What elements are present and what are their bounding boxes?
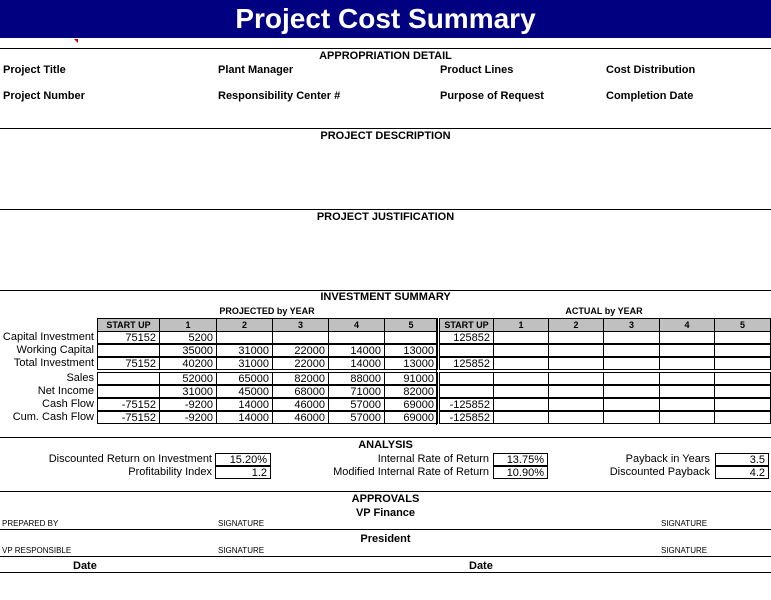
irr-value[interactable]: 13.75% — [493, 453, 548, 466]
actual-cell[interactable] — [493, 411, 549, 424]
responsibility-center-label: Responsibility Center # — [218, 90, 341, 102]
actual-cell[interactable] — [714, 398, 771, 411]
mirr-value[interactable]: 10.90% — [493, 466, 548, 479]
actual-cell[interactable] — [493, 372, 549, 385]
actual-col-header: 1 — [493, 318, 549, 332]
projected-cell[interactable] — [384, 331, 438, 344]
projected-cell[interactable] — [272, 331, 329, 344]
projected-cell[interactable]: 31000 — [216, 344, 273, 357]
discounted-return-label: Discounted Return on Investment — [48, 453, 212, 465]
actual-cell[interactable] — [714, 344, 771, 357]
actual-cell[interactable] — [714, 411, 771, 424]
actual-cell[interactable] — [603, 411, 660, 424]
actual-cell[interactable] — [548, 372, 604, 385]
payback-label: Payback in Years — [625, 453, 710, 465]
projected-cell[interactable]: 91000 — [384, 372, 438, 385]
actual-cell[interactable] — [548, 357, 604, 370]
approvals-heading: APPROVALS — [351, 493, 420, 505]
actual-cell[interactable] — [548, 331, 604, 344]
signature-label: SIGNATURE — [661, 546, 708, 555]
projected-cell[interactable]: -9200 — [159, 398, 217, 411]
projected-col-header: 1 — [159, 318, 217, 332]
actual-cell[interactable] — [493, 398, 549, 411]
profitability-value[interactable]: 1.2 — [215, 466, 271, 479]
date-label: Date — [73, 560, 97, 572]
purpose-of-request-label: Purpose of Request — [440, 90, 544, 102]
projected-cell[interactable] — [328, 331, 385, 344]
actual-cell[interactable] — [659, 331, 715, 344]
divider — [0, 556, 771, 557]
discounted-return-value[interactable]: 15.20% — [215, 453, 271, 466]
actual-cell[interactable] — [493, 331, 549, 344]
projected-cell[interactable] — [97, 344, 160, 357]
project-justification-heading: PROJECT JUSTIFICATION — [316, 211, 455, 223]
projected-cell[interactable]: 14000 — [328, 357, 385, 370]
appropriation-heading: APPROPRIATION DETAIL — [319, 50, 452, 62]
actual-cell[interactable] — [659, 372, 715, 385]
project-description-area[interactable] — [0, 146, 771, 206]
projected-col-header: 4 — [328, 318, 385, 332]
projected-cell[interactable] — [216, 331, 273, 344]
actual-cell[interactable] — [603, 372, 660, 385]
mirr-label: Modified Internal Rate of Return — [333, 466, 489, 478]
projected-heading: PROJECTED by YEAR — [219, 306, 315, 316]
projected-cell[interactable]: -75152 — [97, 398, 160, 411]
projected-cell[interactable]: 45000 — [216, 385, 273, 398]
actual-cell[interactable] — [439, 372, 494, 385]
projected-cell[interactable]: 75152 — [97, 331, 160, 344]
actual-cell[interactable] — [659, 411, 715, 424]
actual-col-header: 5 — [714, 318, 771, 332]
projected-cell[interactable]: 14000 — [328, 344, 385, 357]
projected-cell[interactable]: 75152 — [97, 357, 160, 370]
row-label: Net Income — [37, 385, 94, 397]
actual-cell[interactable]: -125852 — [439, 398, 494, 411]
divider — [0, 437, 771, 438]
actual-cell[interactable]: 125852 — [439, 357, 494, 370]
project-number-label: Project Number — [3, 90, 85, 102]
projected-cell[interactable]: 82000 — [272, 372, 329, 385]
divider — [0, 48, 771, 49]
project-justification-area[interactable] — [0, 227, 771, 287]
projected-cell[interactable]: 69000 — [384, 398, 438, 411]
actual-cell[interactable] — [603, 385, 660, 398]
actual-cell[interactable] — [603, 357, 660, 370]
projected-cell[interactable]: 35000 — [159, 344, 217, 357]
actual-cell[interactable] — [603, 344, 660, 357]
profitability-label: Profitability Index — [128, 466, 212, 478]
plant-manager-label: Plant Manager — [218, 64, 294, 76]
project-title-label: Project Title — [3, 64, 66, 76]
vp-responsible-label: VP RESPONSIBLE — [2, 546, 72, 555]
projected-col-header: 3 — [272, 318, 329, 332]
actual-cell[interactable] — [439, 385, 494, 398]
actual-cell[interactable]: -125852 — [439, 411, 494, 424]
actual-col-header: 3 — [603, 318, 660, 332]
product-lines-label: Product Lines — [440, 64, 514, 76]
projected-cell[interactable]: 52000 — [159, 372, 217, 385]
actual-cell[interactable] — [548, 385, 604, 398]
actual-cell[interactable] — [603, 398, 660, 411]
actual-cell[interactable] — [714, 331, 771, 344]
actual-cell[interactable]: 125852 — [439, 331, 494, 344]
projected-cell[interactable] — [97, 385, 160, 398]
projected-cell[interactable]: 22000 — [272, 344, 329, 357]
projected-cell[interactable]: 57000 — [328, 398, 385, 411]
projected-cell[interactable]: 31000 — [159, 385, 217, 398]
projected-cell[interactable]: 31000 — [216, 357, 273, 370]
divider — [0, 529, 771, 530]
projected-cell[interactable]: 68000 — [272, 385, 329, 398]
row-label: Cum. Cash Flow — [12, 411, 94, 423]
actual-cell[interactable] — [659, 398, 715, 411]
projected-cell[interactable]: 57000 — [328, 411, 385, 424]
projected-cell[interactable]: 22000 — [272, 357, 329, 370]
divider — [0, 128, 771, 129]
actual-cell[interactable] — [714, 372, 771, 385]
actual-col-header: 4 — [659, 318, 715, 332]
signature-label: SIGNATURE — [218, 546, 265, 555]
actual-cell[interactable] — [714, 357, 771, 370]
signature-label: SIGNATURE — [218, 519, 265, 528]
actual-cell[interactable] — [548, 344, 604, 357]
president-label: President — [360, 533, 411, 545]
projected-cell[interactable] — [97, 372, 160, 385]
actual-cell[interactable] — [493, 344, 549, 357]
actual-cell[interactable] — [659, 385, 715, 398]
payback-value[interactable]: 3.5 — [715, 453, 769, 466]
section-separator — [436, 318, 437, 425]
row-label: Working Capital — [16, 344, 94, 356]
projected-cell[interactable]: 46000 — [272, 398, 329, 411]
projected-col-header: START UP — [97, 318, 160, 332]
row-label: Sales — [66, 372, 94, 384]
projected-cell[interactable]: 69000 — [384, 411, 438, 424]
actual-cell[interactable] — [714, 385, 771, 398]
actual-cell[interactable] — [548, 398, 604, 411]
projected-cell[interactable]: 14000 — [216, 411, 273, 424]
divider — [0, 491, 771, 492]
page-title: Project Cost Summary — [0, 0, 771, 38]
vp-finance-label: VP Finance — [355, 507, 416, 519]
project-description-heading: PROJECT DESCRIPTION — [320, 130, 451, 142]
projected-cell[interactable]: 13000 — [384, 344, 438, 357]
irr-label: Internal Rate of Return — [377, 453, 489, 465]
completion-date-label: Completion Date — [606, 90, 694, 102]
signature-label: SIGNATURE — [661, 519, 708, 528]
projected-col-header: 2 — [216, 318, 273, 332]
actual-cell[interactable] — [439, 344, 494, 357]
projected-cell[interactable]: -75152 — [97, 411, 160, 424]
row-label: Total Investment — [13, 357, 94, 369]
actual-heading: ACTUAL by YEAR — [565, 306, 643, 316]
actual-col-header: START UP — [439, 318, 494, 332]
projected-cell[interactable]: -9200 — [159, 411, 217, 424]
comment-marker-icon — [74, 39, 78, 43]
actual-cell[interactable] — [548, 411, 604, 424]
projected-cell[interactable]: 88000 — [328, 372, 385, 385]
projected-cell[interactable]: 40200 — [159, 357, 217, 370]
row-label: Capital Investment — [2, 331, 94, 343]
projected-cell[interactable]: 13000 — [384, 357, 438, 370]
divider — [0, 572, 771, 573]
projected-cell[interactable]: 82000 — [384, 385, 438, 398]
actual-cell[interactable] — [493, 385, 549, 398]
actual-cell[interactable] — [659, 344, 715, 357]
analysis-heading: ANALYSIS — [358, 439, 413, 451]
actual-col-header: 2 — [548, 318, 604, 332]
disc-payback-label: Discounted Payback — [609, 466, 710, 478]
projected-cell[interactable]: 65000 — [216, 372, 273, 385]
date-label: Date — [469, 560, 493, 572]
prepared-by-label: PREPARED BY — [2, 519, 59, 528]
disc-payback-value[interactable]: 4.2 — [715, 466, 769, 479]
actual-cell[interactable] — [603, 331, 660, 344]
projected-cell[interactable]: 71000 — [328, 385, 385, 398]
cost-distribution-label: Cost Distribution — [606, 64, 696, 76]
investment-summary-heading: INVESTMENT SUMMARY — [320, 291, 451, 303]
projected-cell[interactable]: 46000 — [272, 411, 329, 424]
row-label: Cash Flow — [42, 398, 94, 410]
actual-cell[interactable] — [659, 357, 715, 370]
projected-col-header: 5 — [384, 318, 438, 332]
actual-cell[interactable] — [493, 357, 549, 370]
projected-cell[interactable]: 14000 — [216, 398, 273, 411]
divider — [0, 209, 771, 210]
projected-cell[interactable]: 5200 — [159, 331, 217, 344]
